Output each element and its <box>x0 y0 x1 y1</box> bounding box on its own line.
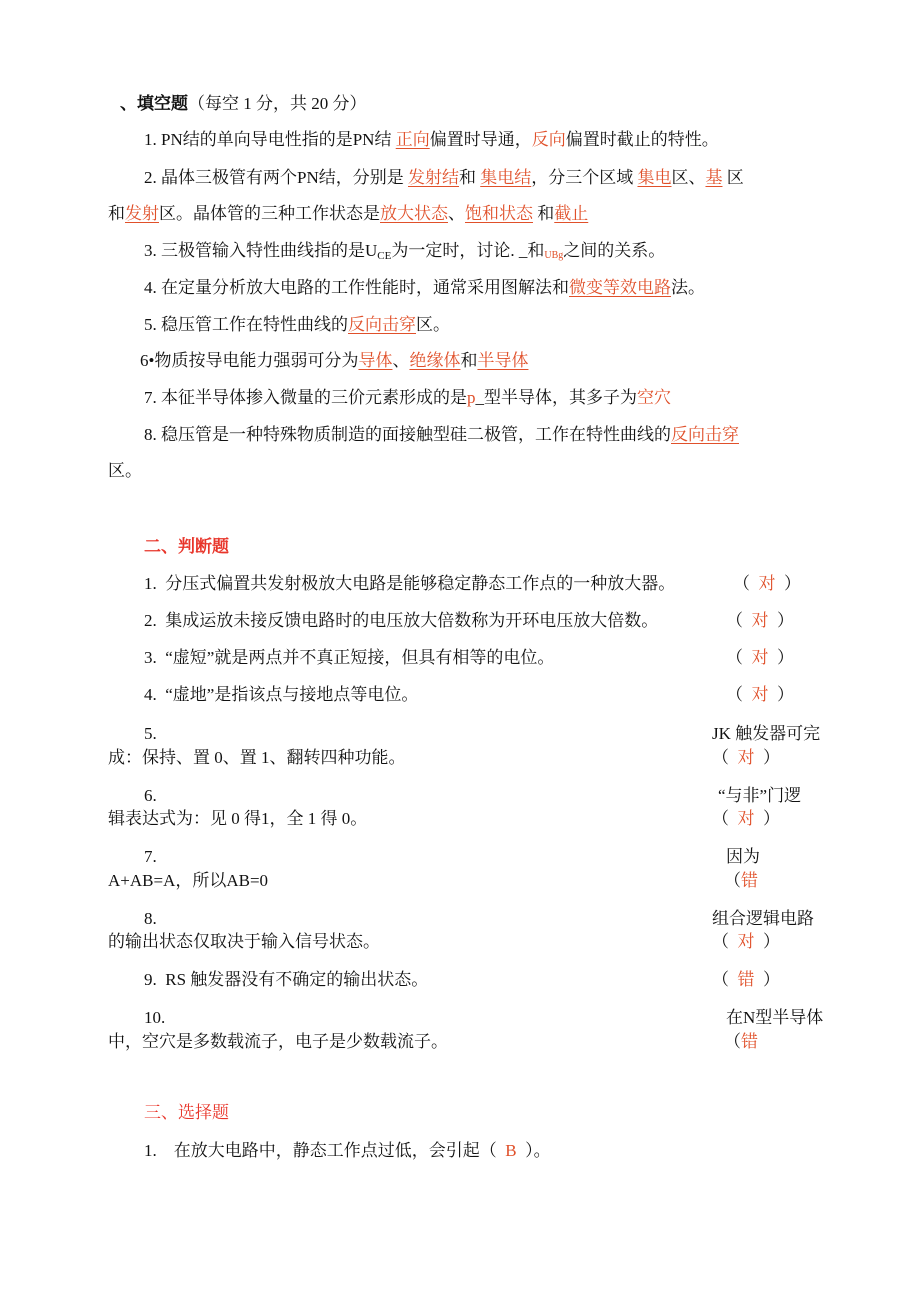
q-text: 1. 在放大电路中，静态工作点过低，会引起（ <box>144 1141 506 1160</box>
answer: 饱和状态 <box>465 204 533 223</box>
q-text: 偏置时导通， <box>429 130 532 149</box>
judge-q1 <box>144 573 675 595</box>
judge-q6-right: “与非”门逻 <box>718 786 802 805</box>
answer: 微变等效电路 <box>569 278 671 297</box>
judge-q10-right: 在N型半导体 <box>726 1008 824 1027</box>
q-text: 6•物质按导电能力强弱可分为 <box>140 351 359 370</box>
answer: 发射结 <box>407 168 459 187</box>
fill-q3 <box>144 240 665 267</box>
q-text: “虚地”是指该点与接地点等电位。 <box>165 685 419 704</box>
judge-q10-answer <box>724 1031 758 1053</box>
judge-q2 <box>144 610 658 632</box>
q-number: 9. <box>144 970 157 989</box>
judge-q10-cont: 中，空穴是多数载流子，电子是少数载流子。 <box>108 1032 448 1051</box>
fill-q4 <box>144 277 705 299</box>
answer: 绝缘体 <box>409 351 461 370</box>
answer: 对 <box>737 809 755 828</box>
fill-q6 <box>140 350 528 372</box>
paren: ） <box>768 685 794 704</box>
q-text: 分压式偏置共发射极放大电路是能够稳定静态工作点的一种放大器。 <box>165 574 676 593</box>
q-text: 法。 <box>671 278 705 297</box>
q-text: 、 <box>392 351 410 370</box>
answer: 空穴 <box>637 388 671 407</box>
answer: UBg <box>544 250 564 261</box>
answer: 正向 <box>395 130 430 149</box>
answer: 对 <box>737 748 755 767</box>
judge-q7-right: 因为 <box>726 847 760 866</box>
fill-q1 <box>144 129 719 151</box>
judge-q3 <box>144 647 554 669</box>
q-text: 8. 稳压管是一种特殊物质制造的面接触型硅二极管，工作在特性曲线的 <box>144 425 671 444</box>
answer: 对 <box>737 932 755 951</box>
q-text: 、 <box>448 204 465 223</box>
judge-q9-answer <box>712 969 780 991</box>
paren: ） <box>768 648 794 667</box>
q-text: 偏置时截止的特性。 <box>565 130 719 149</box>
answer: 对 <box>751 685 769 704</box>
q-number: 4. <box>144 685 157 704</box>
judge-q8-number: 8. <box>144 909 157 928</box>
fill-q2-cont <box>108 203 588 225</box>
q-text: 1. PN结的单向导电性指的是PN结 <box>144 130 396 149</box>
judge-q1-answer <box>733 573 801 595</box>
answer: 集电结 <box>480 168 532 187</box>
answer: 放大状态 <box>380 204 448 223</box>
paren: ） <box>754 970 780 989</box>
q-text: 和 <box>460 351 478 370</box>
q-text: 3. 三极管输入特性曲线指的是U <box>144 241 378 260</box>
section1-title: 、填空题 <box>120 94 188 113</box>
paren: （ <box>726 648 752 667</box>
q-number: 3. <box>144 648 157 667</box>
paren: （ <box>726 685 752 704</box>
answer: 基 <box>705 168 723 187</box>
fill-q7 <box>144 387 671 409</box>
judge-q8-right: 组合逻辑电路 <box>712 909 814 928</box>
paren: （ <box>712 748 738 767</box>
choice-q1 <box>144 1140 551 1162</box>
section1-note: （每空 1 分，共 20 分） <box>188 94 367 113</box>
q-text: 和 <box>108 204 125 223</box>
paren: ） <box>754 809 780 828</box>
section1-heading <box>120 93 367 115</box>
q-text: 之间的关系。 <box>563 241 666 260</box>
answer: 半导体 <box>477 351 529 370</box>
paren: ） <box>768 611 794 630</box>
q-text: 4. 在定量分析放大电路的工作性能时，通常采用图解法和 <box>144 278 569 297</box>
answer: p <box>467 388 476 407</box>
paren: ） <box>775 574 801 593</box>
judge-q6-answer <box>712 808 780 830</box>
q-text: 区。 <box>416 315 450 334</box>
q-text: ，分三个区域 <box>531 168 638 187</box>
q-text: 7. 本征半导体掺入微量的三价元素形成的是 <box>144 388 467 407</box>
paren: （ <box>712 970 738 989</box>
judge-q5-number: 5. <box>144 724 157 743</box>
q-text: 区。晶体管的三种工作状态是 <box>159 204 380 223</box>
section3-heading: 三、选择题 <box>144 1103 229 1122</box>
q-text: 区、 <box>671 168 706 187</box>
paren: （ <box>724 871 741 890</box>
q-text: 和 <box>533 204 555 223</box>
q-text: _型半导体，其多子为 <box>475 388 637 407</box>
answer: 错 <box>741 1032 758 1051</box>
paren: （ <box>726 611 752 630</box>
q-text: 和 <box>458 168 481 187</box>
paren: （ <box>724 1032 741 1051</box>
judge-q3-answer <box>726 647 794 669</box>
q-text: 区 <box>722 168 744 187</box>
paren: （ <box>733 574 759 593</box>
q-text: 集成运放未接反馈电路时的电压放大倍数称为开环电压放大倍数。 <box>165 611 659 630</box>
judge-q10-number: 10. <box>144 1008 166 1027</box>
judge-q7-cont: A+AB=A，所以AB=0 <box>108 871 269 890</box>
judge-q8-cont: 的输出状态仅取决于输入信号状态。 <box>108 932 380 951</box>
q-number: 2. <box>144 611 157 630</box>
answer: B <box>505 1141 517 1160</box>
fill-q8-cont: 区。 <box>108 461 142 480</box>
section2-heading: 二、判断题 <box>144 537 229 556</box>
answer: 错 <box>741 871 758 890</box>
judge-q4-answer <box>726 684 794 706</box>
judge-q5-cont: 成：保持、置 0、置 1、翻转四种功能。 <box>108 748 406 767</box>
answer: 对 <box>751 648 769 667</box>
q-text: RS 触发器没有不确定的输出状态。 <box>165 970 429 989</box>
paren: （ <box>712 809 738 828</box>
answer: 反向击穿 <box>348 315 416 334</box>
answer: 发射 <box>125 204 159 223</box>
subscript: CE <box>377 250 392 262</box>
answer: 反向击穿 <box>671 425 739 444</box>
fill-q8 <box>144 424 739 446</box>
answer: 对 <box>751 611 769 630</box>
answer: 错 <box>737 970 755 989</box>
judge-q2-answer <box>726 610 794 632</box>
q-number: 1. <box>144 574 157 593</box>
judge-q6-cont: 辑表达式为：见 0 得1，全 1 得 0。 <box>108 809 368 828</box>
judge-q5-answer <box>712 747 780 769</box>
q-text: 5. 稳压管工作在特性曲线的 <box>144 315 348 334</box>
q-text: ）。 <box>516 1141 551 1160</box>
judge-q5-right: JK 触发器可完 <box>712 724 821 743</box>
judge-q6-number: 6. <box>144 786 157 805</box>
answer: 反向 <box>531 130 566 149</box>
q-text: 为一定时，讨论. _和 <box>391 241 545 260</box>
q-text: 2. 晶体三极管有两个PN结，分别是 <box>144 168 408 187</box>
judge-q4 <box>144 684 418 706</box>
q-text: “虚短”就是两点并不真正短接，但具有相等的电位。 <box>165 648 555 667</box>
judge-q7-number: 7. <box>144 847 157 866</box>
answer: 对 <box>758 574 776 593</box>
fill-q2 <box>144 167 744 189</box>
answer: 集电 <box>637 168 672 187</box>
judge-q9 <box>144 969 428 991</box>
paren: ） <box>754 748 780 767</box>
answer: 截止 <box>554 204 589 223</box>
paren: ） <box>754 932 780 951</box>
fill-q5 <box>144 314 450 336</box>
paren: （ <box>712 932 738 951</box>
judge-q8-answer <box>712 931 780 953</box>
answer: 导体 <box>358 351 393 370</box>
judge-q7-answer <box>724 870 758 892</box>
